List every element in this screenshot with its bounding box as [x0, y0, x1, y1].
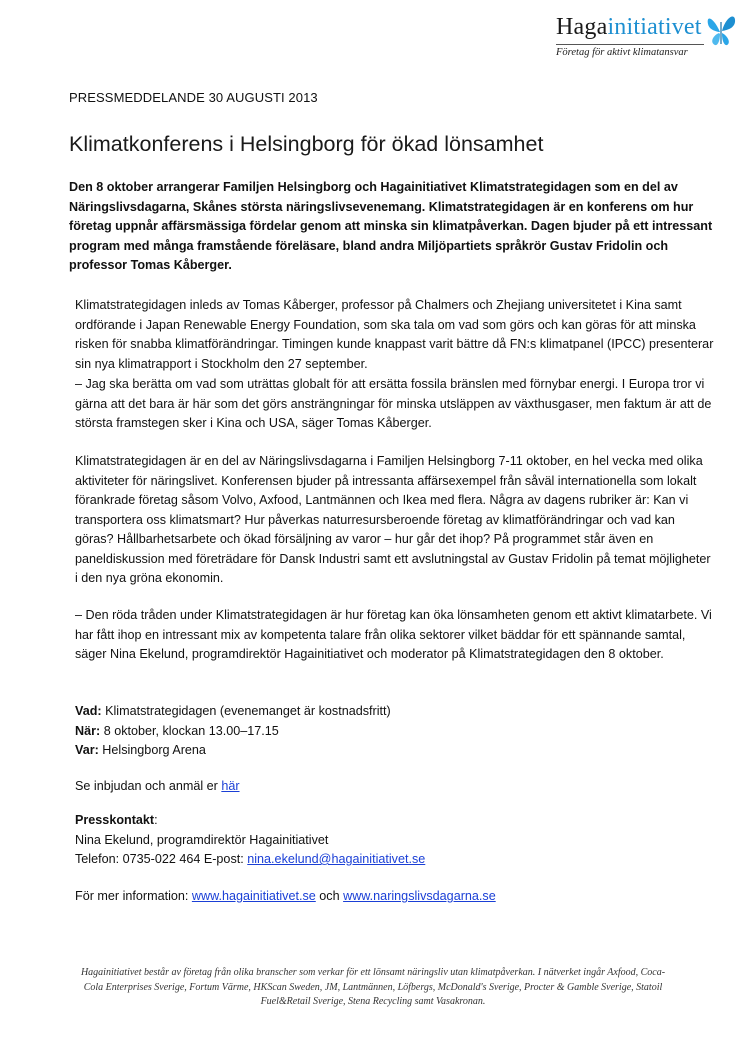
- fact-when: [75, 722, 391, 742]
- logo-name-part2: initiativet: [607, 14, 702, 40]
- fact-what-label: Vad:: [75, 704, 102, 718]
- naringslivsdagarna-link[interactable]: www.naringslivsdagarna.se: [343, 889, 496, 903]
- press-contact-phone: Telefon: 0735-022 464 E-post:: [75, 852, 248, 866]
- invitation-line: [75, 779, 240, 793]
- butterfly-icon: [704, 10, 738, 50]
- invitation-link[interactable]: här: [221, 779, 240, 793]
- more-info-line: [75, 889, 496, 903]
- press-contact-heading: [75, 811, 425, 831]
- lead-paragraph: Den 8 oktober arrangerar Familjen Helsingborg och Hagainitiativet Klimatstrategidagen som en del av Näringslivsdagarna, Skånes största näringslivsevenemang. Klimatstrategidagen är en konferens om hur företag uppnår affärsmässiga fördelar genom att minska sin klimatpåverkan. Dagen bjuder på ett intressant program med många framstående föreläsare, bland andra Miljöpartiets språkrör Gustav Fridolin och professor Tomas Kåberger.: [69, 180, 713, 273]
- press-contact-heading-suffix: :: [154, 813, 158, 827]
- fact-what-value: Klimatstrategidagen (evenemanget är kostnadsfritt): [101, 704, 391, 718]
- event-facts: [75, 702, 391, 761]
- dateline: PRESSMEDDELANDE 30 AUGUSTI 2013: [69, 90, 318, 105]
- press-contact-phone-line: [75, 850, 425, 870]
- more-info-text: För mer information:: [75, 889, 192, 903]
- email-link[interactable]: nina.ekelund@hagainitiativet.se: [247, 852, 426, 866]
- page-title: Klimatkonferens i Helsingborg för ökad lönsamhet: [69, 132, 544, 156]
- fact-what: [75, 702, 391, 722]
- fact-where: [75, 741, 391, 761]
- fact-when-label: När:: [75, 723, 101, 738]
- hagainitiativet-link[interactable]: www.hagainitiativet.se: [191, 889, 316, 903]
- logo-name: [556, 14, 702, 41]
- more-info-between: och: [315, 889, 344, 903]
- body-paragraph-1: Klimatstrategidagen inleds av Tomas Kåberger, professor på Chalmers och Zhejiang universitetet i Kina samt ordförande i Japan Renewable Energy Foundation, som ska tala om vad som görs och kan göras för att minska risken för snabba klimatförändringar. Timingen kunde knappast varit bättre då FN:s klimatpanel (IPCC) presenterar sin nya klimatrapport i Stockholm den 27 september.: [75, 298, 714, 371]
- logo: [548, 10, 738, 62]
- press-contact: [75, 811, 425, 870]
- logo-tagline: Företag för aktivt klimatansvar: [556, 47, 688, 58]
- footer-note: Hagainitiativet består av företag från olika branscher som verkar för ett lönsamt näringsliv utan klimatpåverkan. I nätverket ingår Axfood, Coca-Cola Enterprises Sverige, Fortum Värme, HKScan Sweden, JM, Lantmännen, Löfbergs, McDonald's Sverige, Procter & Gamble Sverige, Statoil Fuel&Retail Sverige, Stena Recycling samt Vasakronan.: [80, 967, 666, 1007]
- fact-where-label: Var:: [75, 743, 99, 757]
- logo-name-part1: Haga: [556, 14, 608, 40]
- body-paragraph-3: Klimatstrategidagen är en del av Näringslivsdagarna i Familjen Helsingborg 7-11 oktober, en hel vecka med olika aktiviteter för näringslivet. Konferensen bjuder på intressanta affärsexempel från såväl internationella som lokalt förankrade företag såsom Volvo, Axfood, Lantmännen och Ikea med flera. Några av dagens rubriker är: Kan vi transportera oss klimatsmart? Hur påverkas naturresursberoende företag av klimatförändringar och vad kan göras? Hållbarhetsarbete och ökad försäljning av varor – hur går det ihop? På programmet står även en paneldiskussion med företrädare för Dansk Industri samt ett avslutningstal av Gustav Fridolin på temat möjligheter i den nya gröna ekonomin.: [75, 454, 711, 585]
- fact-when-value: 8 oktober, klockan 13.00–17.15: [100, 723, 279, 738]
- invitation-text: Se inbjudan och anmäl er: [75, 779, 222, 793]
- body-paragraph-4: – Den röda tråden under Klimatstrategidagen är hur företag kan öka lönsamheten genom ett aktivt klimatarbete. Vi har fått ihop en intressant mix av kompetenta talare från olika sektorer vilket bäddar för ett spännande samtal, säger Nina Ekelund, programdirektör Hagainitiativet och moderator på Klimatstrategidagen den 8 oktober.: [75, 608, 712, 661]
- press-contact-name: Nina Ekelund, programdirektör Hagainitiativet: [75, 832, 329, 847]
- logo-divider: [556, 44, 704, 45]
- press-contact-heading-text: Presskontakt: [75, 813, 155, 827]
- fact-where-value: Helsingborg Arena: [98, 743, 206, 757]
- body-paragraph-2: – Jag ska berätta om vad som uträttas globalt för att ersätta fossila bränslen med förnybar energi. I Europa tror vi gärna att det bara är här som det görs ansträngningar för minska utsläppen av växthusgaser, men faktum är att de största framstegen sker i Kina och USA, säger Tomas Kåberger.: [75, 377, 712, 430]
